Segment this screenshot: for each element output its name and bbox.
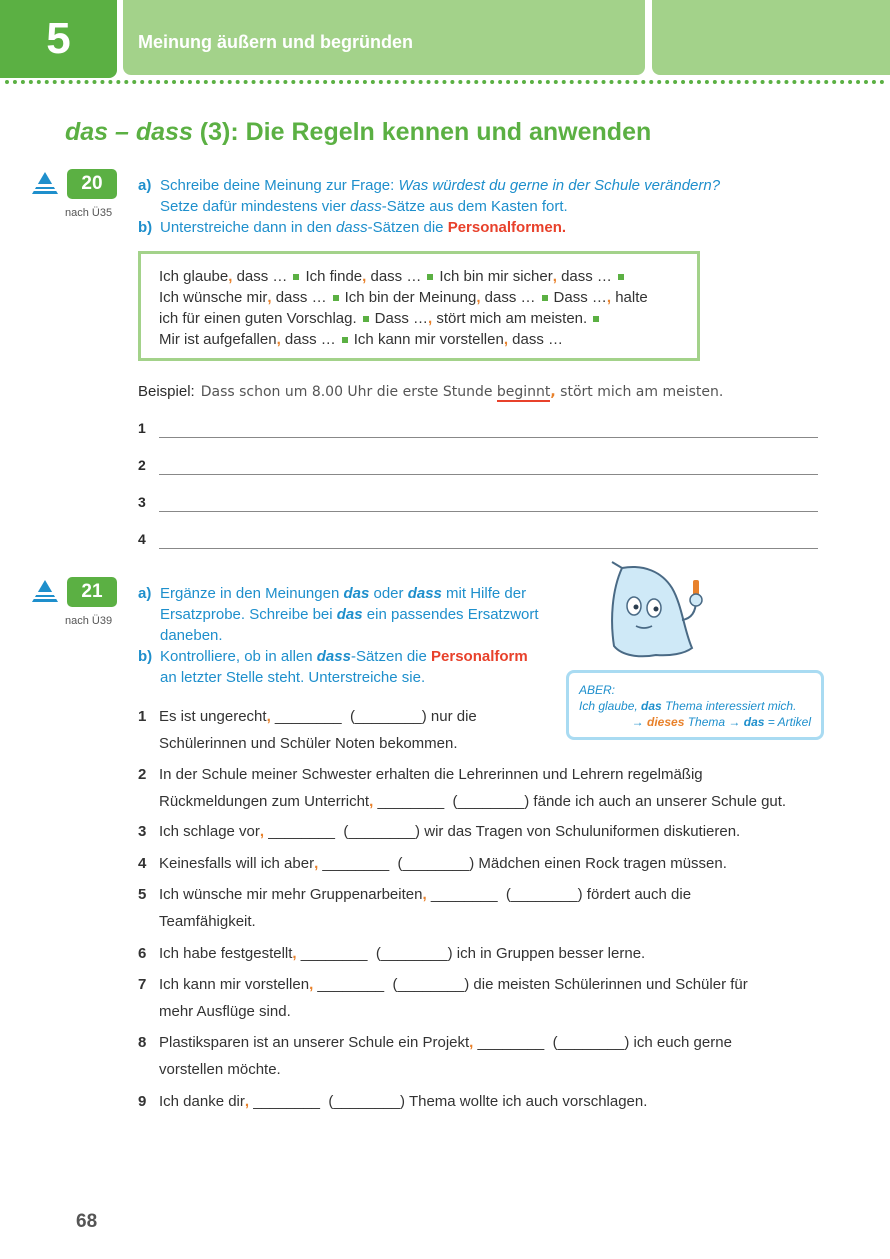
- page-number: 68: [76, 1211, 98, 1232]
- list-item: [138, 940, 645, 967]
- comma: ,: [259, 823, 265, 840]
- starter: dass …: [480, 289, 536, 306]
- bullet-square-icon: [618, 274, 624, 280]
- example-label: Beispiel:: [138, 383, 195, 400]
- label-b: b): [138, 648, 153, 665]
- example-text: Dass schon um 8.00 Uhr die erste Stunde: [200, 384, 497, 400]
- item-number: 4: [138, 855, 147, 872]
- bullet-square-icon: [293, 274, 299, 280]
- exercise-reference: nach Ü39: [65, 615, 113, 627]
- tip-speech-bubble: [566, 670, 824, 740]
- sentence-starters-box: [138, 251, 700, 361]
- exercise-20-instructions: [138, 175, 788, 238]
- comma: ,: [309, 976, 314, 993]
- starter: Ich finde: [305, 268, 363, 285]
- exercise-number-badge: 21: [67, 577, 117, 607]
- blank-field[interactable]: ________: [377, 793, 445, 810]
- item-number: 1: [138, 708, 147, 725]
- bubble-text: Thema interessiert mich.: [661, 699, 797, 713]
- instr-dass: dass: [335, 219, 368, 236]
- label-a: a): [138, 585, 152, 602]
- bullet-square-icon: [427, 274, 433, 280]
- bullet-square-icon: [593, 316, 599, 322]
- bubble-highlight: dieses: [647, 715, 685, 729]
- instr-text: mit Hilfe der: [441, 585, 527, 602]
- starter: Ich kann mir vorstellen: [353, 331, 504, 348]
- line-number: 2: [138, 457, 146, 473]
- item-text: Plastiksparen ist an unserer Schule ein Projekt: [159, 1034, 470, 1051]
- blank-field[interactable]: ________: [253, 1093, 320, 1110]
- comma: ,: [550, 384, 556, 400]
- starter: halte: [611, 289, 648, 306]
- writing-line[interactable]: [138, 494, 818, 514]
- instr-das: das: [336, 606, 363, 623]
- starter: Ich wünsche mir: [159, 289, 268, 306]
- starter: Dass …: [553, 289, 607, 306]
- bubble-heading: ABER:: [579, 683, 616, 697]
- starter: dass …: [280, 331, 336, 348]
- blank-field[interactable]: ________: [317, 976, 385, 993]
- bubble-text: Thema →: [684, 715, 744, 729]
- comma: ,: [552, 268, 557, 285]
- label-a: a): [138, 177, 152, 194]
- exercise-number-badge: 20: [67, 169, 117, 199]
- item-text: die meisten Schülerinnen und Schüler für: [469, 976, 748, 993]
- line-number: 4: [138, 531, 146, 547]
- item-text: Schülerinnen und Schüler Noten bekommen.: [159, 735, 458, 752]
- instr-dass: dass: [407, 585, 442, 602]
- item-text: wir das Tragen von Schuluniformen diskutieren.: [420, 823, 741, 840]
- writing-line[interactable]: [138, 420, 818, 440]
- blank-field[interactable]: ________: [268, 823, 335, 840]
- blank-field[interactable]: ________: [430, 886, 498, 903]
- instr-text: ein passendes Ersatzwort: [362, 606, 539, 623]
- chapter-title: Meinung äußern und begründen: [123, 0, 645, 75]
- bullet-square-icon: [542, 295, 548, 301]
- item-text: vorstellen möchte.: [159, 1061, 281, 1078]
- dotted-divider: [5, 80, 885, 88]
- bubble-text: = Artikel: [764, 715, 811, 729]
- item-number: 5: [138, 886, 147, 903]
- item-text: Mädchen einen Rock tragen müssen.: [474, 855, 727, 872]
- ghost-mascot-icon: [600, 560, 712, 660]
- handwritten-example: [201, 384, 724, 400]
- label-b: b): [138, 219, 153, 236]
- instr-text: daneben.: [160, 627, 223, 644]
- comma: ,: [267, 289, 272, 306]
- blank-field-paren[interactable]: (________): [552, 1034, 630, 1051]
- item-number: 2: [138, 766, 147, 783]
- list-item: [138, 1088, 647, 1115]
- exercise-reference: nach Ü35: [65, 207, 113, 219]
- line-number: 1: [138, 420, 146, 436]
- comma: ,: [228, 268, 233, 285]
- comma: ,: [369, 793, 374, 810]
- instr-text: Ersatzprobe. Schreibe bei: [160, 606, 337, 623]
- example-underlined-verb: beginnt: [496, 384, 551, 400]
- instr-text: an letzter Stelle steht. Unterstreiche sie.: [160, 669, 426, 686]
- starter: Dass …: [374, 310, 428, 327]
- comma: ,: [276, 331, 281, 348]
- bubble-text: Ich glaube,: [579, 699, 642, 713]
- starter: stört mich am meisten.: [432, 310, 588, 327]
- bubble-bold: das: [641, 699, 662, 713]
- blank-field-paren[interactable]: (________): [350, 708, 427, 725]
- item-text: ich in Gruppen besser lerne.: [452, 945, 646, 962]
- item-text: Ich kann mir vorstellen: [159, 976, 310, 993]
- page-title: [65, 118, 651, 147]
- starter: dass …: [508, 331, 564, 348]
- item-number: 6: [138, 945, 147, 962]
- instr-dass: dass: [350, 198, 382, 215]
- item-number: 3: [138, 823, 147, 840]
- list-item: [138, 761, 786, 815]
- blank-field-paren[interactable]: (________): [375, 945, 453, 962]
- item-text: Ich danke dir: [159, 1093, 245, 1110]
- list-item: [138, 850, 727, 877]
- bullet-square-icon: [342, 337, 348, 343]
- comma: ,: [244, 1093, 250, 1110]
- blank-field-paren[interactable]: (________): [392, 976, 470, 993]
- item-number: 7: [138, 976, 147, 993]
- instr-dass: dass: [316, 648, 351, 665]
- instr-text: -Sätzen die: [367, 219, 448, 236]
- comma: ,: [362, 268, 367, 285]
- starter: dass …: [556, 268, 612, 285]
- instr-text: Kontrolliere, ob in allen: [160, 648, 317, 665]
- list-item: [138, 1029, 732, 1083]
- example-text: stört mich am meisten.: [555, 384, 724, 400]
- item-text: Ich schlage vor: [159, 823, 260, 840]
- item-text: Teamfähigkeit.: [159, 913, 256, 930]
- comma: ,: [606, 289, 612, 306]
- bullet-square-icon: [333, 295, 339, 301]
- item-number: 8: [138, 1034, 147, 1051]
- item-text: ich euch gerne: [629, 1034, 732, 1051]
- item-text: fände ich auch an unserer Schule gut.: [529, 793, 787, 810]
- example-sentence: [138, 383, 723, 400]
- list-item: [138, 881, 691, 935]
- item-text: Es ist ungerecht: [159, 708, 267, 725]
- starter: dass …: [232, 268, 288, 285]
- bubble-bold: das: [743, 715, 765, 729]
- item-text: mehr Ausflüge sind.: [159, 1003, 291, 1020]
- instr-highlight: Personalformen.: [447, 219, 567, 236]
- comma: ,: [476, 289, 481, 306]
- item-text: Rückmeldungen zum Unterricht: [159, 793, 370, 810]
- blank-field[interactable]: ________: [322, 855, 390, 872]
- instr-highlight: Personalform: [431, 648, 528, 665]
- list-item: [138, 703, 477, 757]
- title-italic: das – dass: [65, 118, 193, 146]
- comma: ,: [503, 331, 508, 348]
- instr-text: Unterstreiche dann in den: [160, 219, 336, 236]
- blank-field-paren[interactable]: (________): [452, 793, 530, 810]
- blank-field-paren[interactable]: (________): [397, 855, 475, 872]
- starter: ich für einen guten Vorschlag.: [159, 310, 357, 327]
- instr-text: Ergänze in den Meinungen: [160, 585, 344, 602]
- difficulty-triangle-icon: [32, 580, 58, 602]
- starter: dass …: [271, 289, 327, 306]
- instr-text: Setze dafür mindestens vier: [160, 198, 351, 215]
- starter: dass …: [366, 268, 422, 285]
- item-text: nur die: [426, 708, 477, 725]
- comma: ,: [314, 855, 319, 872]
- exercise-21-instructions: [138, 583, 558, 688]
- blank-field-paren[interactable]: (________): [505, 886, 583, 903]
- item-text: fördert auch die: [582, 886, 692, 903]
- comma: ,: [469, 1034, 474, 1051]
- comma: ,: [427, 310, 433, 327]
- item-text: Keinesfalls will ich aber: [159, 855, 315, 872]
- item-text: Ich habe festgestellt: [159, 945, 293, 962]
- bubble-arrow: →: [631, 715, 648, 729]
- starter: Mir ist aufgefallen: [159, 331, 277, 348]
- blank-field[interactable]: ________: [274, 708, 342, 725]
- blank-field[interactable]: ________: [300, 945, 368, 962]
- difficulty-triangle-icon: [32, 172, 58, 194]
- comma: ,: [292, 945, 297, 962]
- starter: Ich bin mir sicher: [439, 268, 553, 285]
- comma: ,: [422, 886, 427, 903]
- chapter-number: 5: [0, 0, 117, 78]
- instr-text: oder: [369, 585, 408, 602]
- item-text: Ich wünsche mir mehr Gruppenarbeiten: [159, 886, 423, 903]
- instr-question: Was würdest du gerne in der Schule verändern?: [398, 177, 721, 194]
- item-text: In der Schule meiner Schwester erhalten die Lehrerinnen und Lehrern regelmäßig: [159, 766, 703, 783]
- starter: Ich bin der Meinung: [344, 289, 477, 306]
- title-rest: (3): Die Regeln kennen und anwenden: [192, 118, 652, 146]
- header-right-panel: [652, 0, 890, 75]
- starter: Ich glaube: [159, 268, 229, 285]
- blank-field[interactable]: ________: [477, 1034, 545, 1051]
- list-item: [138, 818, 740, 845]
- blank-field-paren[interactable]: (________): [328, 1093, 406, 1110]
- instr-text: -Sätze aus dem Kasten fort.: [381, 198, 568, 215]
- item-number: 9: [138, 1093, 147, 1110]
- instr-text: -Sätzen die: [350, 648, 432, 665]
- blank-field-paren[interactable]: (________): [343, 823, 421, 840]
- bullet-square-icon: [363, 316, 369, 322]
- line-number: 3: [138, 494, 146, 510]
- list-item: [138, 971, 748, 1025]
- item-text: Thema wollte ich auch vorschlagen.: [405, 1093, 648, 1110]
- comma: ,: [266, 708, 271, 725]
- writing-line[interactable]: [138, 457, 818, 477]
- writing-line[interactable]: [138, 531, 818, 551]
- instr-das: das: [343, 585, 370, 602]
- instr-text: Schreibe deine Meinung zur Frage:: [160, 177, 399, 194]
